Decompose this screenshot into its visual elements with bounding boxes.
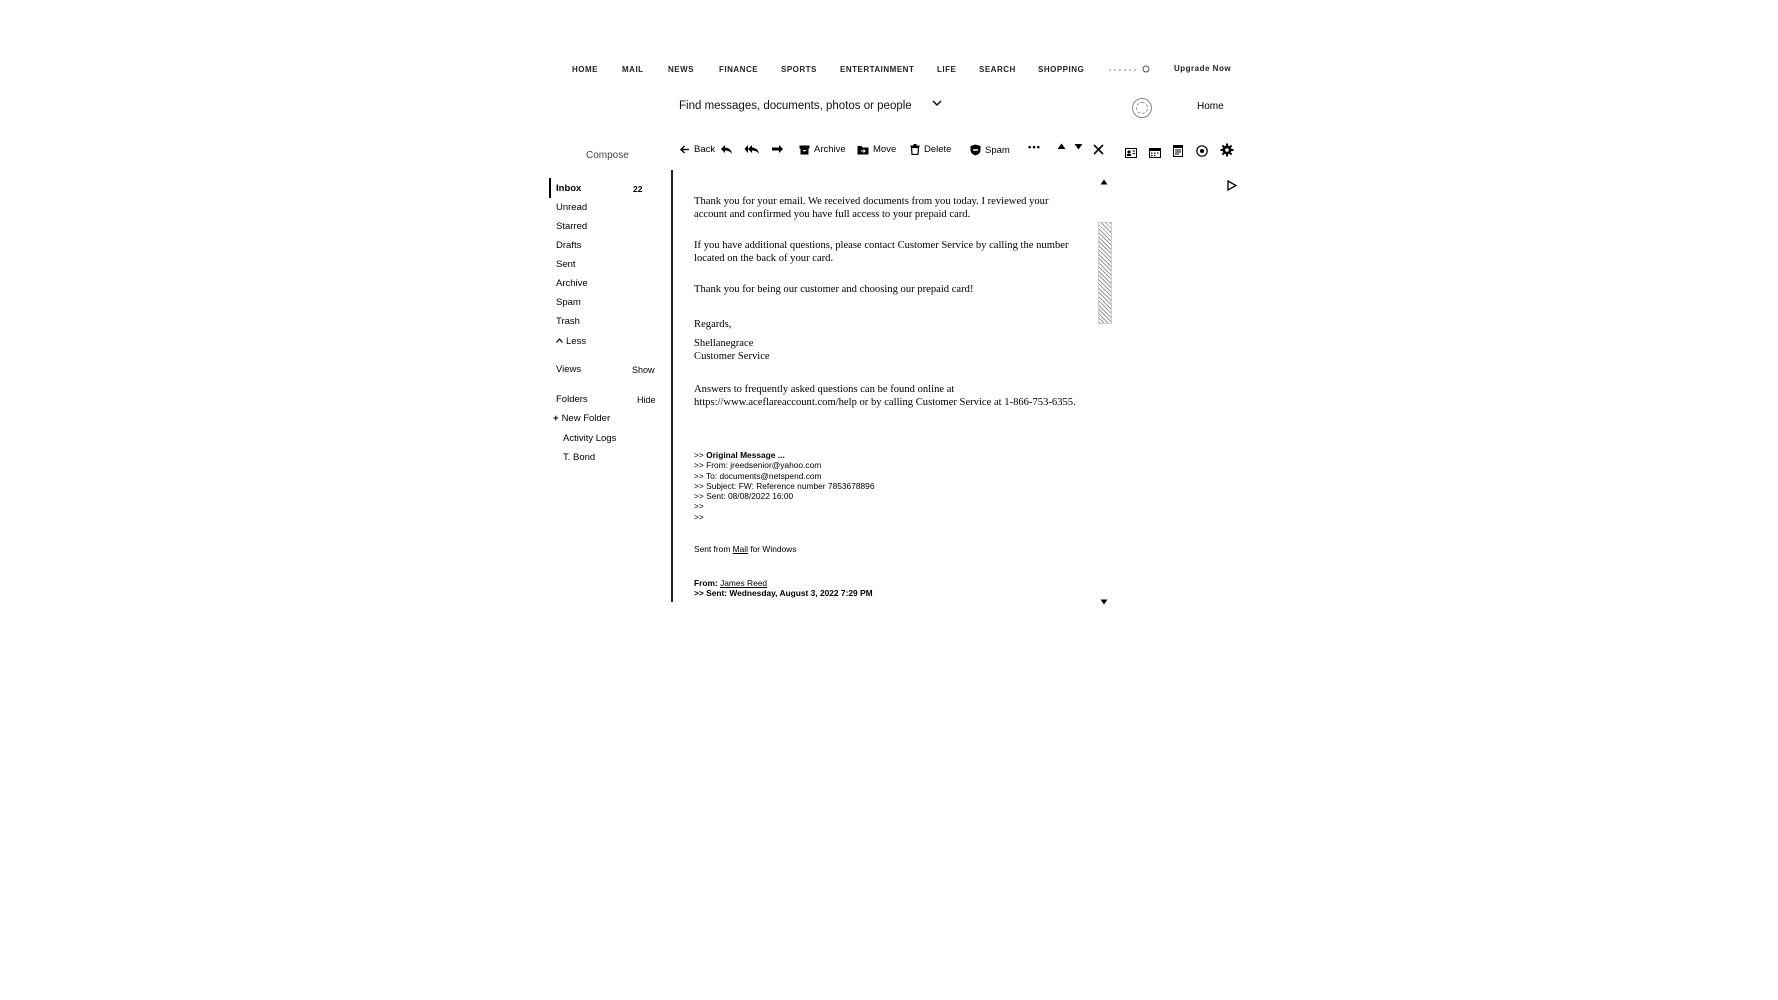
views-show-toggle[interactable]: Show (632, 365, 655, 375)
sidebar-item-archive[interactable]: Archive (556, 278, 588, 289)
original-from-line: >> From: jreedsenior@yahoo.com (694, 460, 822, 471)
sidebar-item-less[interactable] (556, 335, 586, 347)
sidebar-item-activity-logs[interactable]: Activity Logs (563, 433, 617, 444)
archive-button[interactable] (799, 144, 846, 155)
sender-link[interactable]: James Reed (720, 578, 768, 588)
body-line: Thank you for your email. We received documents from you today. I reviewed your (694, 196, 1049, 207)
contacts-icon[interactable] (1125, 145, 1137, 163)
folder-move-icon (857, 145, 869, 155)
forwarded-header (694, 578, 873, 599)
expand-panel-icon[interactable] (1227, 178, 1237, 196)
folders-hide-toggle[interactable]: Hide (637, 395, 656, 405)
archive-icon (799, 145, 810, 155)
triangle-down-icon (1074, 143, 1083, 150)
sidebar-item-drafts[interactable]: Drafts (556, 240, 582, 251)
body-line: If you have additional questions, please contact Customer Service by calling the number (694, 240, 1069, 251)
body-line: located on the back of your card. (694, 252, 834, 264)
archive-label: Archive (814, 144, 846, 155)
delete-button[interactable] (910, 144, 951, 155)
forward-icon (771, 144, 784, 155)
sidebar-item-trash[interactable]: Trash (556, 316, 580, 327)
spam-label: Spam (985, 144, 1010, 156)
sent-from-suffix: for Windows (748, 544, 797, 554)
nav-mail[interactable]: MAIL (622, 65, 644, 74)
sent-from-prefix: Sent from (694, 544, 733, 554)
gear-icon[interactable] (1220, 143, 1234, 162)
back-button[interactable] (680, 144, 715, 155)
more-button[interactable]: ••• (1028, 142, 1041, 153)
forwarded-sent-line: >> Sent: Wednesday, August 3, 2022 7:29 PM (694, 588, 873, 599)
notepad-icon[interactable] (1173, 144, 1183, 162)
signature-block (694, 338, 770, 363)
help-url-line[interactable]: https://www.aceflareaccount.com/help or by calling Customer Service at 1-866-753-6355. (694, 396, 1076, 408)
back-label: Back (694, 144, 716, 155)
move-button[interactable] (857, 144, 896, 155)
signature-title: Customer Service (694, 350, 770, 362)
home-link[interactable]: Home (1197, 101, 1224, 112)
help-icon[interactable] (1196, 144, 1208, 162)
reply-all-icon (744, 144, 760, 155)
shield-icon (970, 144, 981, 156)
less-label: Less (566, 336, 587, 347)
chevron-down-icon[interactable] (932, 98, 942, 110)
original-message-block (694, 450, 875, 522)
nav-more-icon[interactable] (1106, 64, 1154, 74)
nav-finance[interactable]: FINANCE (719, 65, 759, 74)
active-folder-indicator (549, 178, 551, 198)
triangle-up-icon (1057, 143, 1066, 150)
signature-name: Shellanegrace (694, 338, 754, 349)
nav-news[interactable]: NEWS (668, 65, 694, 74)
sidebar-item-sent[interactable]: Sent (556, 259, 576, 270)
views-heading: Views (556, 364, 582, 375)
original-sent-line: >> Sent: 08/08/2022 16:00 (694, 491, 794, 502)
sidebar-item-unread[interactable]: Unread (556, 202, 588, 213)
forward-button[interactable] (771, 144, 784, 155)
spam-button[interactable] (970, 144, 1010, 156)
nav-shopping[interactable]: SHOPPING (1038, 65, 1085, 74)
reply-all-button[interactable] (744, 144, 760, 155)
upgrade-now-link[interactable]: Upgrade Now (1174, 64, 1232, 73)
close-icon (1093, 144, 1104, 155)
chevron-up-icon (556, 335, 563, 346)
mail-app-link[interactable]: Mail (732, 544, 748, 554)
original-to-line: >> To: documents@netspend.com (694, 470, 822, 481)
nav-sports[interactable]: SPORTS (781, 65, 817, 74)
pane-divider (671, 170, 673, 602)
avatar[interactable] (1132, 98, 1152, 118)
body-line: Thank you for being our customer and choosing our prepaid card! (694, 284, 974, 295)
from-label: From: (694, 578, 721, 588)
sidebar-item-t-bond[interactable]: T. Bond (563, 452, 596, 463)
original-message-label: Original Message ... (706, 450, 785, 460)
folders-heading: Folders (556, 394, 588, 405)
reply-button[interactable] (720, 144, 733, 155)
new-folder-button[interactable] (553, 413, 610, 424)
original-message-header (694, 450, 875, 460)
delete-label: Delete (924, 144, 952, 155)
previous-message-button[interactable] (1057, 143, 1066, 150)
regards-line: Regards, (694, 319, 732, 330)
scroll-up-icon[interactable] (1100, 172, 1108, 190)
message-scrollbar[interactable] (1098, 222, 1112, 324)
message-paragraph (694, 240, 1069, 265)
sidebar-item-starred[interactable]: Starred (556, 221, 588, 232)
close-button[interactable] (1093, 144, 1104, 155)
search-input[interactable]: Find messages, documents, photos or people (679, 100, 912, 112)
reply-icon (720, 144, 733, 155)
trash-icon (910, 144, 920, 155)
plus-icon: + (553, 413, 559, 424)
quote-prefix: >> (694, 450, 707, 460)
new-folder-label: New Folder (561, 413, 611, 424)
faq-paragraph (694, 384, 1076, 409)
next-message-button[interactable] (1074, 143, 1083, 150)
nav-life[interactable]: LIFE (937, 65, 957, 74)
scroll-down-icon[interactable] (1100, 592, 1108, 610)
message-paragraph (694, 196, 1049, 221)
compose-button[interactable]: Compose (586, 150, 629, 161)
nav-entertainment[interactable]: ENTERTAINMENT (840, 65, 915, 74)
move-label: Move (873, 144, 897, 155)
sent-from-line (694, 544, 796, 554)
nav-search[interactable]: SEARCH (979, 65, 1016, 74)
quote-blank-line: >> (694, 501, 704, 512)
body-line: Answers to frequently asked questions can be found online at (694, 384, 955, 395)
sidebar-item-inbox[interactable]: Inbox (556, 183, 582, 194)
inbox-count-badge: 22 (633, 184, 643, 194)
calendar-icon[interactable] (1149, 145, 1161, 163)
quote-blank-line: >> (694, 511, 704, 522)
sidebar-item-spam[interactable]: Spam (556, 297, 581, 308)
body-line: account and confirmed you have full access to your prepaid card. (694, 208, 971, 220)
forwarded-from-line (694, 578, 873, 588)
arrow-left-icon (680, 145, 690, 154)
original-subject-line: >> Subject: FW: Reference number 7853678896 (694, 480, 875, 491)
nav-home[interactable]: HOME (572, 65, 598, 74)
